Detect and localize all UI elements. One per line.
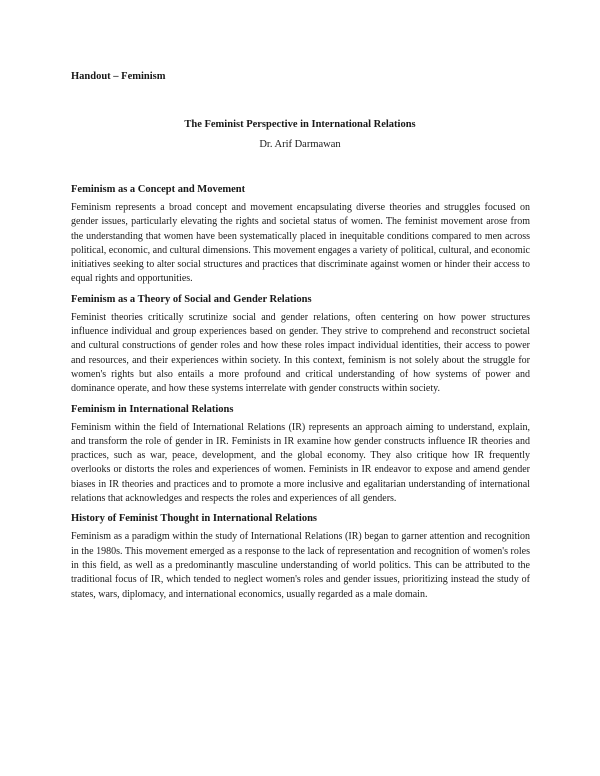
section-heading: History of Feminist Thought in International Relations [71,513,317,525]
document-author: Dr. Arif Darmawan [259,139,341,150]
section-feminism-in-ir [71,403,530,507]
section-paragraph: Feminism represents a broad concept and movement encapsulating diverse theories and struggles focused on gender issues, particularly elevating the rights and societal status of women. The feminist movement arose from the understanding that women have been systematically placed in inequitable conditions compared to men across political, economic, and cultural dimensions. This movement engages a variety of political, cultural, and economic initiatives seeking to alter social structures and practices that discriminate against women or hinder their access to equal rights and opportunities. [71,202,530,285]
section-concept-and-movement [71,183,530,287]
section-paragraph: Feminist theories critically scrutinize social and gender relations, often centering on how power structures influence individual and group experiences based on gender. They strive to comprehend and reconstruct societal and cultural constructions of gender roles and how these roles impact individual identities, their access to power and resources, and their experiences within society. In this context, feminism is not solely about the struggle for women's rights but also entails a more profound and critical understanding of how systems of power and dominance operate, and how these systems interrelate with gender constructs within society. [71,311,530,395]
section-heading: Feminism as a Theory of Social and Gender Relations [71,293,312,305]
document-content [71,183,530,608]
document-title: The Feminist Perspective in International Relations [184,119,416,130]
section-heading: Feminism as a Concept and Movement [71,184,246,195]
section-paragraph: Feminism within the field of International Relations (IR) represents an approach aiming to understand, explain, and transform the role of gender in IR. Feminists in IR examine how gender constructs influence IR theories and practices, such as war, peace, development, and the global economy. They also critique how IR frequently overlooks or distorts the roles and experiences of women. Feminists in IR endeavor to expose and amend gender biases in IR theories and practices and to promote a more inclusive and egalitarian understanding of international relations that acknowledges and respects the roles and experiences of all genders. [71,421,530,505]
section-theory-of-social-gender-relations [71,293,530,397]
handout-label: Handout – Feminism [71,71,166,82]
section-history-of-feminist-thought [71,512,530,601]
section-heading: Feminism in International Relations [71,403,234,415]
section-paragraph: Feminism as a paradigm within the study of International Relations (IR) began to garner attention and recognition in the 1980s. This movement emerged as a response to the lack of representation and recognition of women's roles in this field, as well as a predominantly masculine understanding of world politics. This can be attributed to the traditional focus of IR, which tended to neglect women's roles and gender issues, prioritizing instead the study of states, wars, diplomacy, and international economics, usually regarded as a male domain. [71,531,530,600]
